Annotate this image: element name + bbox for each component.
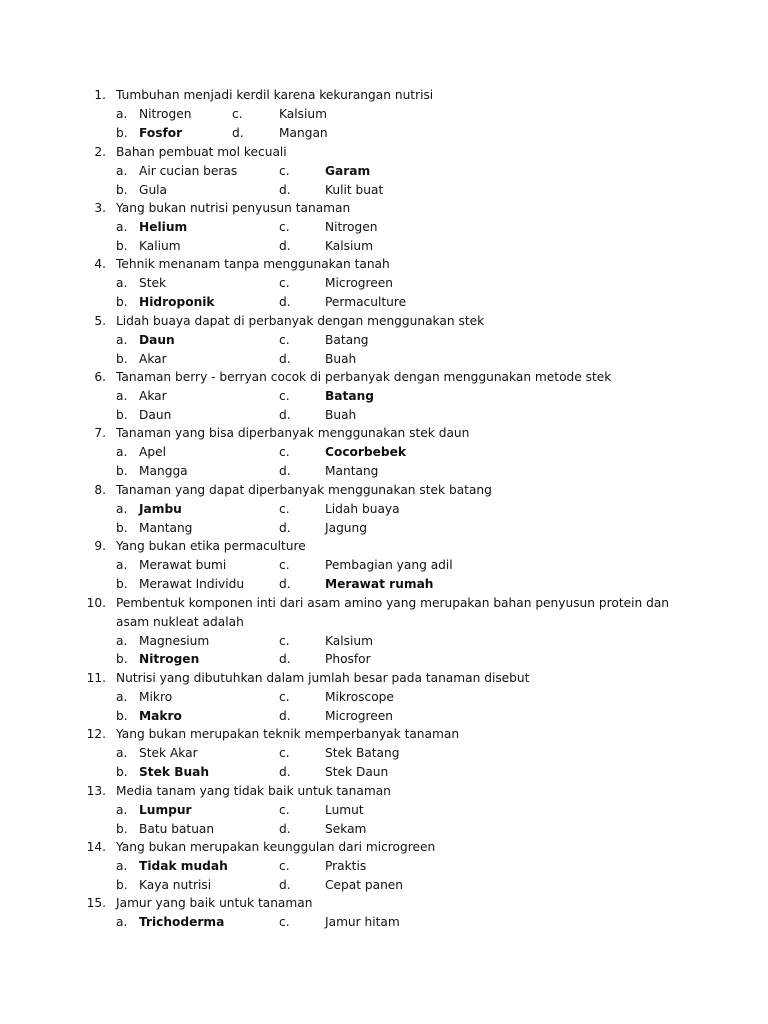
option-text: Kulit buat: [325, 182, 384, 197]
option-row: [0, 181, 768, 200]
option-letter: c.: [279, 858, 290, 873]
option-letter: b.: [116, 520, 128, 535]
question-line: [0, 594, 768, 629]
question-text: Tanaman yang dapat diperbanyak menggunakan stek batang: [116, 483, 492, 497]
question-line: [0, 86, 768, 105]
option-text: Mantang: [325, 463, 379, 478]
option-row: [0, 462, 768, 481]
option-text: Permaculture: [325, 294, 407, 309]
option-letter: b.: [116, 238, 128, 253]
option-text: Lumut: [325, 802, 364, 817]
question-number: 1.: [94, 88, 106, 102]
option-letter: a.: [116, 501, 128, 516]
option-text: Air cucian beras: [139, 163, 238, 178]
option-letter: d.: [279, 407, 291, 422]
option-letter: c.: [279, 219, 290, 234]
option-letter: b.: [116, 182, 128, 197]
question-number: 7.: [94, 426, 106, 440]
option-row: [0, 650, 768, 669]
option-row: [0, 707, 768, 726]
option-letter: b.: [116, 821, 128, 836]
question-line: [0, 199, 768, 218]
option-text: Buah: [325, 407, 357, 422]
question-text: Yang bukan etika permaculture: [116, 539, 306, 553]
option-text: Kalsium: [325, 238, 373, 253]
option-text: Tidak mudah: [139, 858, 228, 873]
question-text: Yang bukan nutrisi penyusun tanaman: [116, 201, 351, 215]
option-letter: d.: [279, 576, 291, 591]
option-text: Praktis: [325, 858, 367, 873]
option-text: Nitrogen: [139, 106, 192, 121]
option-text: Sekam: [325, 821, 367, 836]
option-letter: c.: [279, 689, 290, 704]
question-text: Yang bukan merupakan keunggulan dari microgreen: [116, 840, 436, 854]
question-number: 12.: [86, 727, 106, 741]
option-text: Fosfor: [139, 125, 183, 140]
option-letter: a.: [116, 914, 128, 929]
option-letter: a.: [116, 106, 128, 121]
option-text: Jamur hitam: [325, 914, 400, 929]
option-text: Trichoderma: [139, 914, 225, 929]
question-number: 9.: [94, 539, 106, 553]
option-text: Lumpur: [139, 802, 192, 817]
option-text: Batang: [325, 332, 369, 347]
option-text: Nitrogen: [139, 652, 200, 667]
option-row: [0, 519, 768, 538]
option-row: [0, 105, 768, 124]
option-letter: a.: [116, 858, 128, 873]
option-text: Phosfor: [325, 652, 371, 667]
option-letter: a.: [116, 633, 128, 648]
option-letter: a.: [116, 275, 128, 290]
option-text: Akar: [139, 351, 167, 366]
option-text: Lidah buaya: [325, 501, 400, 516]
option-letter: c.: [279, 914, 290, 929]
question-text: Media tanam yang tidak baik untuk tanaman: [116, 784, 391, 798]
question-line: [0, 782, 768, 801]
option-text: Makro: [139, 708, 182, 723]
option-letter: d.: [279, 764, 291, 779]
question-text: Tanaman yang bisa diperbanyak menggunakan stek daun: [116, 426, 470, 440]
option-letter: c.: [279, 388, 290, 403]
option-letter: b.: [116, 764, 128, 779]
option-row: [0, 124, 768, 143]
option-text: Microgreen: [325, 708, 394, 723]
option-row: [0, 575, 768, 594]
option-letter: a.: [116, 163, 128, 178]
question-text: Bahan pembuat mol kecuali: [116, 145, 287, 159]
option-letter: a.: [116, 557, 128, 572]
option-text: Helium: [139, 219, 188, 234]
option-letter: c.: [279, 633, 290, 648]
question-number: 3.: [94, 201, 106, 215]
option-text: Kalium: [139, 238, 181, 253]
question-number: 13.: [86, 784, 106, 798]
question-line: [0, 838, 768, 857]
question-text: Lidah buaya dapat di perbanyak dengan menggunakan stek: [116, 314, 485, 328]
option-text: Merawat Individu: [139, 576, 245, 591]
option-row: [0, 820, 768, 839]
option-letter: b.: [116, 877, 128, 892]
question-text: Tanaman berry - berryan cocok di perbanyak dengan menggunakan metode stek: [116, 370, 612, 384]
option-letter: c.: [279, 802, 290, 817]
option-letter: d.: [279, 294, 291, 309]
option-row: [0, 556, 768, 575]
question-line: [0, 368, 768, 387]
option-letter: b.: [116, 351, 128, 366]
question-text: Yang bukan merupakan teknik memperbanyak tanaman: [116, 727, 460, 741]
option-letter: a.: [116, 219, 128, 234]
option-row: [0, 274, 768, 293]
question-line: [0, 537, 768, 556]
option-row: [0, 913, 768, 932]
option-text: Stek Buah: [139, 764, 210, 779]
option-row: [0, 801, 768, 820]
option-letter: a.: [116, 689, 128, 704]
option-row: [0, 218, 768, 237]
option-text: Pembagian yang adil: [325, 557, 453, 572]
question-line: [0, 143, 768, 162]
option-row: [0, 876, 768, 895]
option-text: Daun: [139, 332, 175, 347]
question-line: [0, 669, 768, 688]
option-letter: d.: [279, 238, 291, 253]
option-row: [0, 331, 768, 350]
option-row: [0, 237, 768, 256]
question-line: [0, 725, 768, 744]
option-row: [0, 293, 768, 312]
option-letter: b.: [116, 125, 128, 140]
question-text: Jamur yang baik untuk tanaman: [116, 896, 313, 910]
option-letter: b.: [116, 407, 128, 422]
option-text: Daun: [139, 407, 172, 422]
option-text: Cocorbebek: [325, 444, 407, 459]
option-letter: c.: [279, 275, 290, 290]
option-row: [0, 350, 768, 369]
question-text: Tehnik menanam tanpa menggunakan tanah: [116, 257, 390, 271]
option-text: Mikroscope: [325, 689, 394, 704]
question-number: 14.: [86, 840, 106, 854]
option-letter: c.: [279, 745, 290, 760]
option-text: Buah: [325, 351, 357, 366]
question-line: [0, 894, 768, 913]
option-text: Apel: [139, 444, 166, 459]
question-number: 10.: [86, 596, 106, 610]
option-text: Cepat panen: [325, 877, 404, 892]
option-text: Mantang: [139, 520, 193, 535]
question-line: [0, 312, 768, 331]
option-text: Batu batuan: [139, 821, 215, 836]
option-letter: c.: [279, 332, 290, 347]
option-text: Stek Batang: [325, 745, 400, 760]
question-number: 8.: [94, 483, 106, 497]
option-text: Nitrogen: [325, 219, 378, 234]
option-text: Gula: [139, 182, 168, 197]
option-text: Kalsium: [279, 106, 327, 121]
option-letter: b.: [116, 708, 128, 723]
option-row: [0, 763, 768, 782]
option-letter: b.: [116, 294, 128, 309]
option-letter: d.: [232, 125, 244, 140]
option-text: Mikro: [139, 689, 173, 704]
option-letter: d.: [279, 652, 291, 667]
option-text: Kaya nutrisi: [139, 877, 212, 892]
question-text: Tumbuhan menjadi kerdil karena kekurangan nutrisi: [116, 88, 434, 102]
option-text: Akar: [139, 388, 167, 403]
option-letter: b.: [116, 463, 128, 478]
option-letter: d.: [279, 463, 291, 478]
option-row: [0, 857, 768, 876]
option-text: Stek Daun: [325, 764, 389, 779]
option-text: Stek Akar: [139, 745, 198, 760]
option-text: Stek: [139, 275, 167, 290]
option-row: [0, 688, 768, 707]
option-letter: b.: [116, 576, 128, 591]
option-letter: c.: [232, 106, 243, 121]
option-letter: a.: [116, 388, 128, 403]
option-row: [0, 443, 768, 462]
option-letter: d.: [279, 821, 291, 836]
option-letter: d.: [279, 520, 291, 535]
question-line: [0, 481, 768, 500]
question-number: 2.: [94, 145, 106, 159]
option-text: Batang: [325, 388, 374, 403]
question-number: 4.: [94, 257, 106, 271]
option-text: Kalsium: [325, 633, 373, 648]
option-letter: d.: [279, 351, 291, 366]
option-row: [0, 406, 768, 425]
option-text: Merawat bumi: [139, 557, 227, 572]
option-row: [0, 744, 768, 763]
option-text: Merawat rumah: [325, 576, 434, 591]
option-text: Garam: [325, 163, 371, 178]
option-letter: c.: [279, 163, 290, 178]
option-letter: c.: [279, 501, 290, 516]
option-letter: d.: [279, 877, 291, 892]
question-line: [0, 255, 768, 274]
option-letter: a.: [116, 802, 128, 817]
option-text: Hidroponik: [139, 294, 215, 309]
option-text: Mangga: [139, 463, 188, 478]
question-text: Nutrisi yang dibutuhkan dalam jumlah besar pada tanaman disebut: [116, 671, 530, 685]
option-text: Jambu: [139, 501, 182, 516]
option-row: [0, 162, 768, 181]
question-number: 6.: [94, 370, 106, 384]
question-number: 11.: [86, 671, 106, 685]
question-number: 15.: [86, 896, 106, 910]
question-number: 5.: [94, 314, 106, 328]
option-letter: c.: [279, 444, 290, 459]
option-letter: d.: [279, 708, 291, 723]
option-letter: a.: [116, 332, 128, 347]
option-letter: a.: [116, 444, 128, 459]
question-line: [0, 424, 768, 443]
option-letter: b.: [116, 652, 128, 667]
option-text: Mangan: [279, 125, 328, 140]
option-row: [0, 500, 768, 519]
option-letter: a.: [116, 745, 128, 760]
option-text: Microgreen: [325, 275, 394, 290]
option-text: Magnesium: [139, 633, 210, 648]
option-text: Jagung: [325, 520, 367, 535]
option-letter: c.: [279, 557, 290, 572]
option-row: [0, 632, 768, 651]
option-letter: d.: [279, 182, 291, 197]
question-text: Pembentuk komponen inti dari asam amino yang merupakan bahan penyusun protein dan asam nukleat adalah: [116, 596, 670, 629]
option-row: [0, 387, 768, 406]
